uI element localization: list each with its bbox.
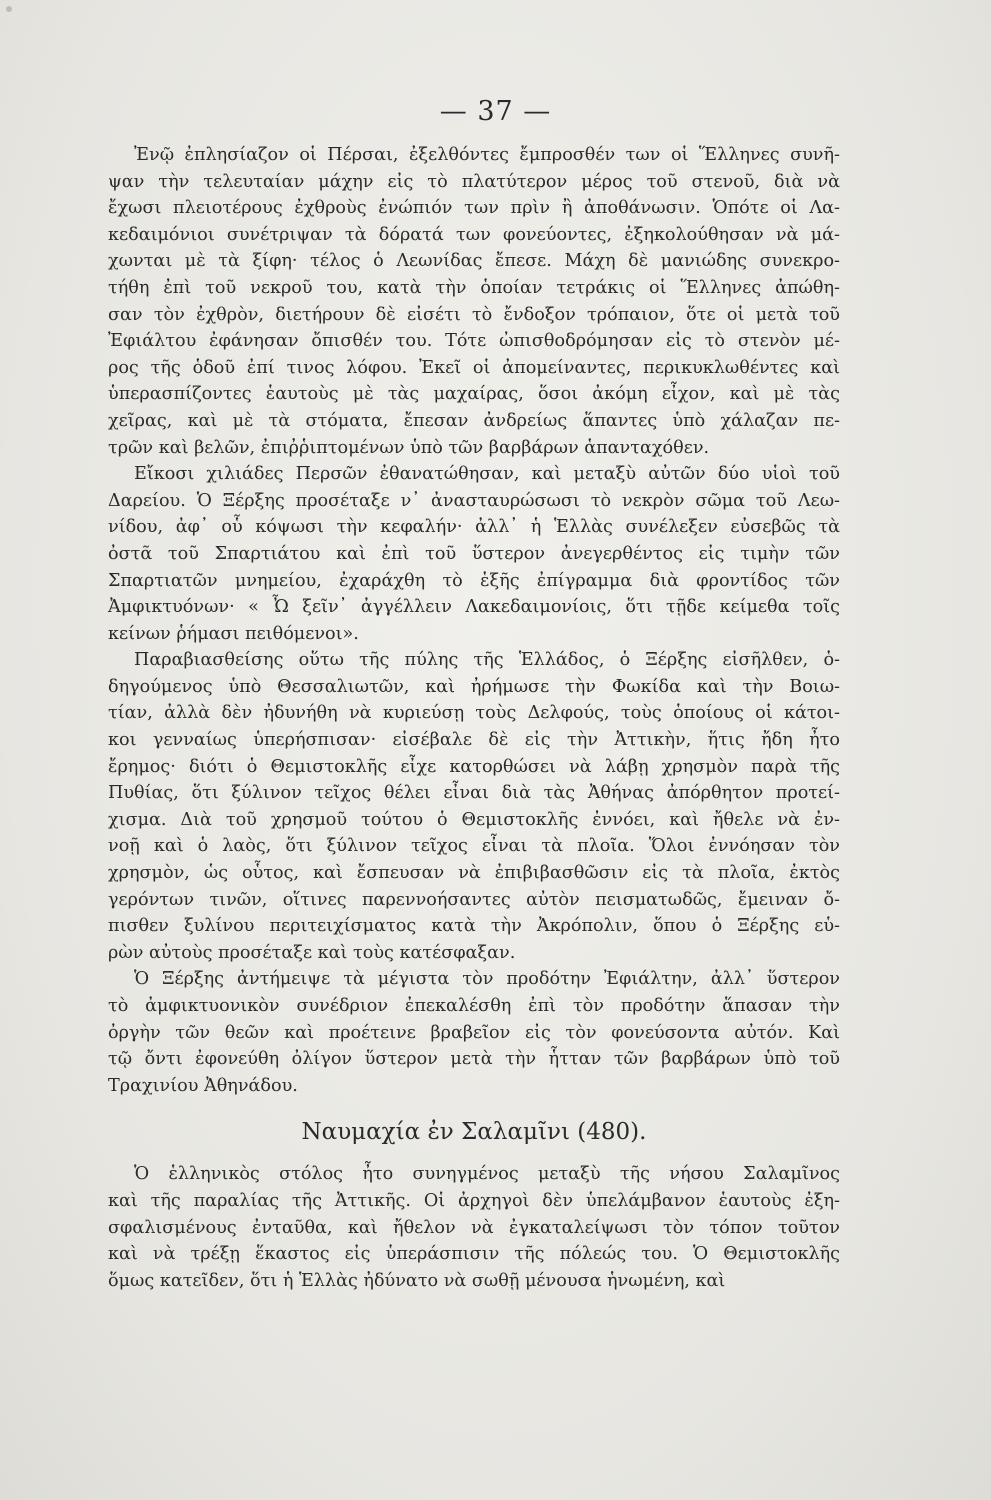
paragraph xyxy=(108,461,840,647)
text-line: τρῶν καὶ βελῶν, ἐπιῤῥιπτομένων ὑπὸ τῶν βαρβάρων ἁπανταχόθεν. xyxy=(108,437,710,458)
text-line: σφαλισμένους ἐνταῦθα, καὶ ἤθελον νὰ ἐγκαταλείψωσι τὸν τόπον τοῦτον xyxy=(108,1217,840,1238)
text-line: νοῇ καὶ ὁ λαὸς, ὅτι ξύλινον τεῖχος εἶναι τὰ πλοῖα. Ὅλοι ἐννόησαν τὸν xyxy=(108,836,840,857)
text-line: νίδου, ἀφ᾽ οὗ κόψωσι τὴν κεφαλήν· ἀλλ᾽ ἡ Ἑλλὰς συνέλεξεν εὐσεβῶς τὰ xyxy=(108,517,840,538)
text-line: κεδαιμόνιοι συνέτριψαν τὰ δόρατά των φονεύοντες, ἐξηκολούθησαν νὰ μά- xyxy=(108,224,840,245)
text-line: Δαρείου. Ὁ Ξέρξης προσέταξε ν᾽ ἀνασταυρώσωσι τὸ νεκρὸν σῶμα τοῦ Λεω- xyxy=(108,490,840,511)
section-heading: Ναυμαχία ἐν Σαλαμῖνι (480). xyxy=(301,1119,647,1146)
text-line: κείνων ῥήμασι πειθόμενοι». xyxy=(108,623,359,644)
text-line: Ἐφιάλτου ἐφάνησαν ὄπισθέν του. Τότε ὠπισθοδρόμησαν εἰς τὸ στενὸν μέ- xyxy=(108,331,840,352)
text-line: καὶ νὰ τρέξῃ ἕκαστος εἰς ὑπεράσπισιν τῆς πόλεώς του. Ὁ Θεμιστοκλῆς xyxy=(108,1244,840,1265)
text-line: Τραχινίου Ἀθηνάδου. xyxy=(108,1075,298,1096)
text-line: γερόντων τινῶν, οἵτινες παρεννοήσαντες αὐτὸν πεισματωδῶς, ἔμειναν ὄ- xyxy=(108,889,840,910)
text-line: χωνται μὲ τὰ ξίφη· τέλος ὁ Λεωνίδας ἔπεσε. Μάχη δὲ μανιώδης συνεκρο- xyxy=(108,251,840,272)
paper-speck xyxy=(6,6,12,12)
paragraph xyxy=(108,966,840,1099)
text-line: καὶ τῆς παραλίας τῆς Ἀττικῆς. Οἱ ἀρχηγοὶ δὲν ὑπελάμβανον ἑαυτοὺς ἐξη- xyxy=(108,1190,840,1211)
text-line: δηγούμενος ὑπὸ Θεσσαλιωτῶν, καὶ ἠρήμωσε τὴν Φωκίδα καὶ τὴν Βοιω- xyxy=(108,676,840,697)
text-line: ὑπερασπίζοντες ἑαυτοὺς μὲ τὰς μαχαίρας, ὅσοι ἀκόμη εἶχον, καὶ μὲ τὰς xyxy=(108,384,840,405)
body-text xyxy=(108,142,840,1294)
text-line: Ὁ Ξέρξης ἀντήμειψε τὰ μέγιστα τὸν προδότην Ἐφιάλτην, ἀλλ᾽ ὕστερον xyxy=(134,969,840,990)
section-paragraph xyxy=(108,1161,840,1294)
text-line: ρὼν αὐτοὺς προσέταξε καὶ τοὺς κατέσφαξαν. xyxy=(108,942,516,963)
text-line: τήθη ἐπὶ τοῦ νεκροῦ του, κατὰ τὴν ὁποίαν τετράκις οἱ Ἕλληνες ἀπώθη- xyxy=(108,277,840,298)
paragraph xyxy=(108,647,840,966)
text-line: Ἐνῷ ἐπλησίαζον οἱ Πέρσαι, ἐξελθόντες ἔμπροσθέν των οἱ Ἕλληνες συνῆ- xyxy=(134,145,840,165)
text-line: ἔχωσι πλειοτέρους ἐχθροὺς ἐνώπιόν των πρὶν ἢ ἀποθάνωσιν. Ὁπότε οἱ Λα- xyxy=(108,198,840,219)
text-line: χεῖρας, καὶ μὲ τὰ στόματα, ἔπεσαν ἀνδρείως ἅπαντες ὑπὸ χάλαζαν πε- xyxy=(108,410,840,431)
text-line: ὀργὴν τῶν θεῶν καὶ προέτεινε βραβεῖον εἰς τὸν φονεύσοντα αὐτόν. Καὶ xyxy=(108,1022,840,1043)
text-line: Ὁ ἑλληνικὸς στόλος ἦτο συνηγμένος μεταξὺ τῆς νήσου Σαλαμῖνος xyxy=(134,1164,840,1185)
text-line: Εἴκοσι χιλιάδες Περσῶν ἐθανατώθησαν, καὶ μεταξὺ αὐτῶν δύο υἱοὶ τοῦ xyxy=(134,464,840,485)
text-line: σαν τὸν ἐχθρὸν, διετήρουν δὲ εἰσέτι τὸ ἔνδοξον τρόπαιον, ὅτε οἱ μετὰ τοῦ xyxy=(108,304,840,325)
text-line: Σπαρτιατῶν μνημείου, ἐχαράχθη τὸ ἑξῆς ἐπίγραμμα διὰ φροντίδος τῶν xyxy=(108,570,840,591)
text-line: ἔρημος· διότι ὁ Θεμιστοκλῆς εἶχε κατορθώσει νὰ λάβῃ χρησμὸν παρὰ τῆς xyxy=(108,756,840,777)
text-line: Παραβιασθείσης οὕτω τῆς πύλης τῆς Ἑλλάδος, ὁ Ξέρξης εἰσῆλθεν, ὁ- xyxy=(134,650,840,671)
text-line: τὸ ἀμφικτυονικὸν συνέδριον ἐπεκαλέσθη ἐπὶ τὸν προδότην ἅπασαν τὴν xyxy=(108,996,840,1016)
text-line: ρος τῆς ὁδοῦ ἐπί τινος λόφου. Ἐκεῖ οἱ ἀπομείναντες, περικυκλωθέντες καὶ xyxy=(108,357,840,378)
text-line: χρησμὸν, ὡς οὗτος, καὶ ἔσπευσαν νὰ ἐπιβιβασθῶσιν εἰς τὰ πλοῖα, ἐκτὸς xyxy=(108,863,840,884)
paragraph xyxy=(108,142,840,461)
text-line: πισθεν ξυλίνου περιτειχίσματος κατὰ τὴν Ἀκρόπολιν, ὅπου ὁ Ξέρξης εὑ- xyxy=(108,916,840,937)
text-line: ψαν τὴν τελευταίαν μάχην εἰς τὸ πλατύτερον μέρος τοῦ στενοῦ, διὰ νὰ xyxy=(108,171,840,192)
text-line: τίαν, ἀλλὰ δὲν ἠδυνήθη νὰ κυριεύσῃ τοὺς Δελφούς, τοὺς ὁποίους οἱ κάτοι- xyxy=(108,703,840,724)
text-line: Ἀμφικτυόνων· « Ὦ ξεῖν᾽ ἀγγέλλειν Λακεδαιμονίοις, ὅτι τῇδε κείμεθα τοῖς xyxy=(108,597,840,618)
text-line: ὀστᾶ τοῦ Σπαρτιάτου καὶ ἐπὶ τοῦ ὕστερον ἀνεγερθέντος εἰς τιμὴν τῶν xyxy=(108,543,840,564)
text-line: Πυθίας, ὅτι ξύλινον τεῖχος θέλει εἶναι διὰ τὰς Ἀθήνας ἀπόρθητον προτεί- xyxy=(108,783,840,804)
text-line: κοι γενναίως ὑπερήσπισαν· εἰσέβαλε δὲ εἰς τὴν Ἀττικὴν, ἥτις ἤδη ἦτο xyxy=(108,730,840,751)
page-number: — 37 — xyxy=(439,96,552,127)
text-line: χισμα. Διὰ τοῦ χρησμοῦ τούτου ὁ Θεμιστοκλῆς ἐννόει, καὶ ἤθελε νὰ ἐν- xyxy=(108,809,840,830)
text-line: ὅμως κατεῖδεν, ὅτι ἡ Ἑλλὰς ἠδύνατο νὰ σωθῇ μένουσα ἡνωμένη, καὶ xyxy=(108,1270,726,1291)
text-line: τῷ ὄντι ἐφονεύθη ὀλίγον ὕστερον μετὰ τὴν ἧτταν τῶν βαρβάρων ὑπὸ τοῦ xyxy=(108,1049,840,1070)
